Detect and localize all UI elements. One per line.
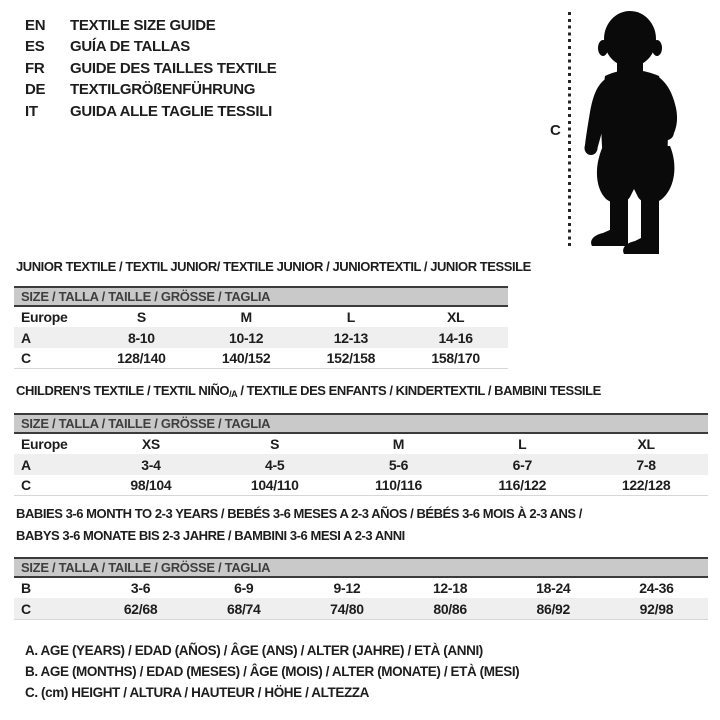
height-cell: 122/128 <box>621 476 671 493</box>
height-cell: 140/152 <box>221 349 271 366</box>
lang-label: GUIDA ALLE TAGLIE TESSILI <box>70 102 272 120</box>
age-cell: 10-12 <box>228 329 264 346</box>
lang-label: TEXTILE SIZE GUIDE <box>70 17 216 34</box>
row-label: A <box>21 456 31 473</box>
lang-row-fr <box>25 58 276 79</box>
lang-row-en <box>25 15 276 36</box>
lang-code: IT <box>25 102 38 120</box>
table-row-age-years <box>14 454 708 474</box>
row-label: C <box>21 476 31 493</box>
age-cell: 6-9 <box>234 580 254 597</box>
height-cell: 110/116 <box>375 476 422 493</box>
height-cell: 92/98 <box>639 600 674 617</box>
babies-table-title <box>16 503 582 546</box>
size-cell: S <box>270 436 280 453</box>
lang-row-de <box>25 79 276 100</box>
junior-size-table <box>14 286 508 369</box>
age-cell: 3-6 <box>130 580 151 597</box>
size-cell: XL <box>637 436 655 453</box>
height-cell: 80/86 <box>433 600 467 617</box>
table-row-age-years <box>14 327 508 347</box>
age-cell: 9-12 <box>333 580 361 597</box>
age-cell: 14-16 <box>438 329 473 346</box>
size-cell: M <box>392 436 405 453</box>
size-header-bar: SIZE / TALLA / TAILLE / GRÖSSE / TAGLIA <box>14 557 708 578</box>
age-cell: 24-36 <box>639 580 674 597</box>
age-cell: 18-24 <box>536 580 571 597</box>
row-label: C <box>21 600 31 617</box>
row-label: Europe <box>21 309 68 326</box>
table-row-europe <box>14 434 708 454</box>
title-text: CHILDREN'S TEXTILE / TEXTIL NIÑO <box>16 383 230 398</box>
lang-label: GUÍA DE TALLAS <box>70 38 190 56</box>
height-cell: 74/80 <box>330 600 364 617</box>
age-cell: 12-13 <box>333 329 369 346</box>
babies-title-line1: BABIES 3-6 MONTH TO 2-3 YEARS / BEBÉS 3-6 MESES A 2-3 AÑOS / BÉBÉS 3-6 MOIS À 2-3 ANS / <box>16 506 582 521</box>
size-cell: XL <box>446 309 465 326</box>
size-header-bar: SIZE / TALLA / TAILLE / GRÖSSE / TAGLIA <box>14 413 708 434</box>
language-title-list <box>25 15 276 122</box>
size-cell: S <box>136 309 146 326</box>
height-cell: 158/170 <box>431 349 480 366</box>
height-cell: 68/74 <box>226 600 261 617</box>
row-label: B <box>21 580 31 597</box>
table-row-height-cm <box>14 348 508 368</box>
junior-table-title: JUNIOR TEXTILE / TEXTIL JUNIOR/ TEXTILE JUNIOR / JUNIORTEXTIL / JUNIOR TESSILE <box>16 259 531 274</box>
age-cell: 4-5 <box>265 456 285 473</box>
row-label: A <box>21 329 31 346</box>
height-cell: 104/110 <box>250 476 299 493</box>
lang-code: ES <box>25 38 45 56</box>
title-subscript: /A <box>229 389 238 399</box>
footnote-c: C. (cm) HEIGHT / ALTURA / HAUTEUR / HÖHE / ALTEZZA <box>25 685 369 700</box>
lang-row-it <box>25 101 276 122</box>
age-cell: 8-10 <box>127 329 155 346</box>
height-marker-label: C <box>550 122 561 139</box>
height-cell: 116/122 <box>498 476 547 493</box>
table-row-europe <box>14 307 508 327</box>
size-cell: XS <box>141 436 160 453</box>
row-label: C <box>21 349 31 366</box>
age-cell: 5-6 <box>388 456 409 473</box>
size-cell: L <box>518 436 527 453</box>
childrens-table-title <box>16 380 601 406</box>
toddler-silhouette-icon <box>577 8 697 256</box>
height-cell: 128/140 <box>117 349 166 366</box>
footnote-a: A. AGE (YEARS) / EDAD (AÑOS) / ÂGE (ANS) / ALTER (JAHRE) / ETÀ (ANNI) <box>25 643 483 658</box>
age-cell: 6-7 <box>512 456 532 473</box>
lang-code: FR <box>25 59 45 77</box>
legend-footnotes <box>25 640 519 703</box>
height-dotted-line <box>568 12 571 250</box>
title-text: / TEXTILE DES ENFANTS / KINDERTEXTIL / BAMBINI TESSILE <box>237 383 601 398</box>
babies-size-table <box>14 557 708 620</box>
babies-title-line2: BABYS 3-6 MONATE BIS 2-3 JAHRE / BAMBINI 3-6 MESI A 2-3 ANNI <box>16 527 405 543</box>
table-row-height-cm <box>14 598 708 618</box>
age-cell: 7-8 <box>636 456 656 473</box>
childrens-size-table <box>14 413 708 496</box>
height-cell: 86/92 <box>536 600 571 617</box>
age-cell: 12-18 <box>432 580 468 597</box>
lang-row-es <box>25 36 276 57</box>
size-cell: L <box>346 309 355 326</box>
footnote-b: B. AGE (MONTHS) / EDAD (MESES) / ÂGE (MOIS) / ALTER (MONATE) / ETÀ (MESI) <box>25 664 520 679</box>
height-cell: 152/158 <box>326 349 376 366</box>
table-row-age-months <box>14 578 708 598</box>
height-cell: 98/104 <box>130 476 172 493</box>
size-header-bar: SIZE / TALLA / TAILLE / GRÖSSE / TAGLIA <box>14 286 508 307</box>
table-row-height-cm <box>14 475 708 495</box>
lang-code: EN <box>25 17 46 34</box>
lang-code: DE <box>25 81 46 99</box>
height-cell: 62/68 <box>123 600 158 617</box>
size-cell: M <box>240 309 252 326</box>
lang-label: TEXTILGRÖßENFÜHRUNG <box>70 81 256 99</box>
age-cell: 3-4 <box>141 456 161 473</box>
row-label: Europe <box>21 436 68 453</box>
lang-label: GUIDE DES TAILLES TEXTILE <box>70 59 277 77</box>
